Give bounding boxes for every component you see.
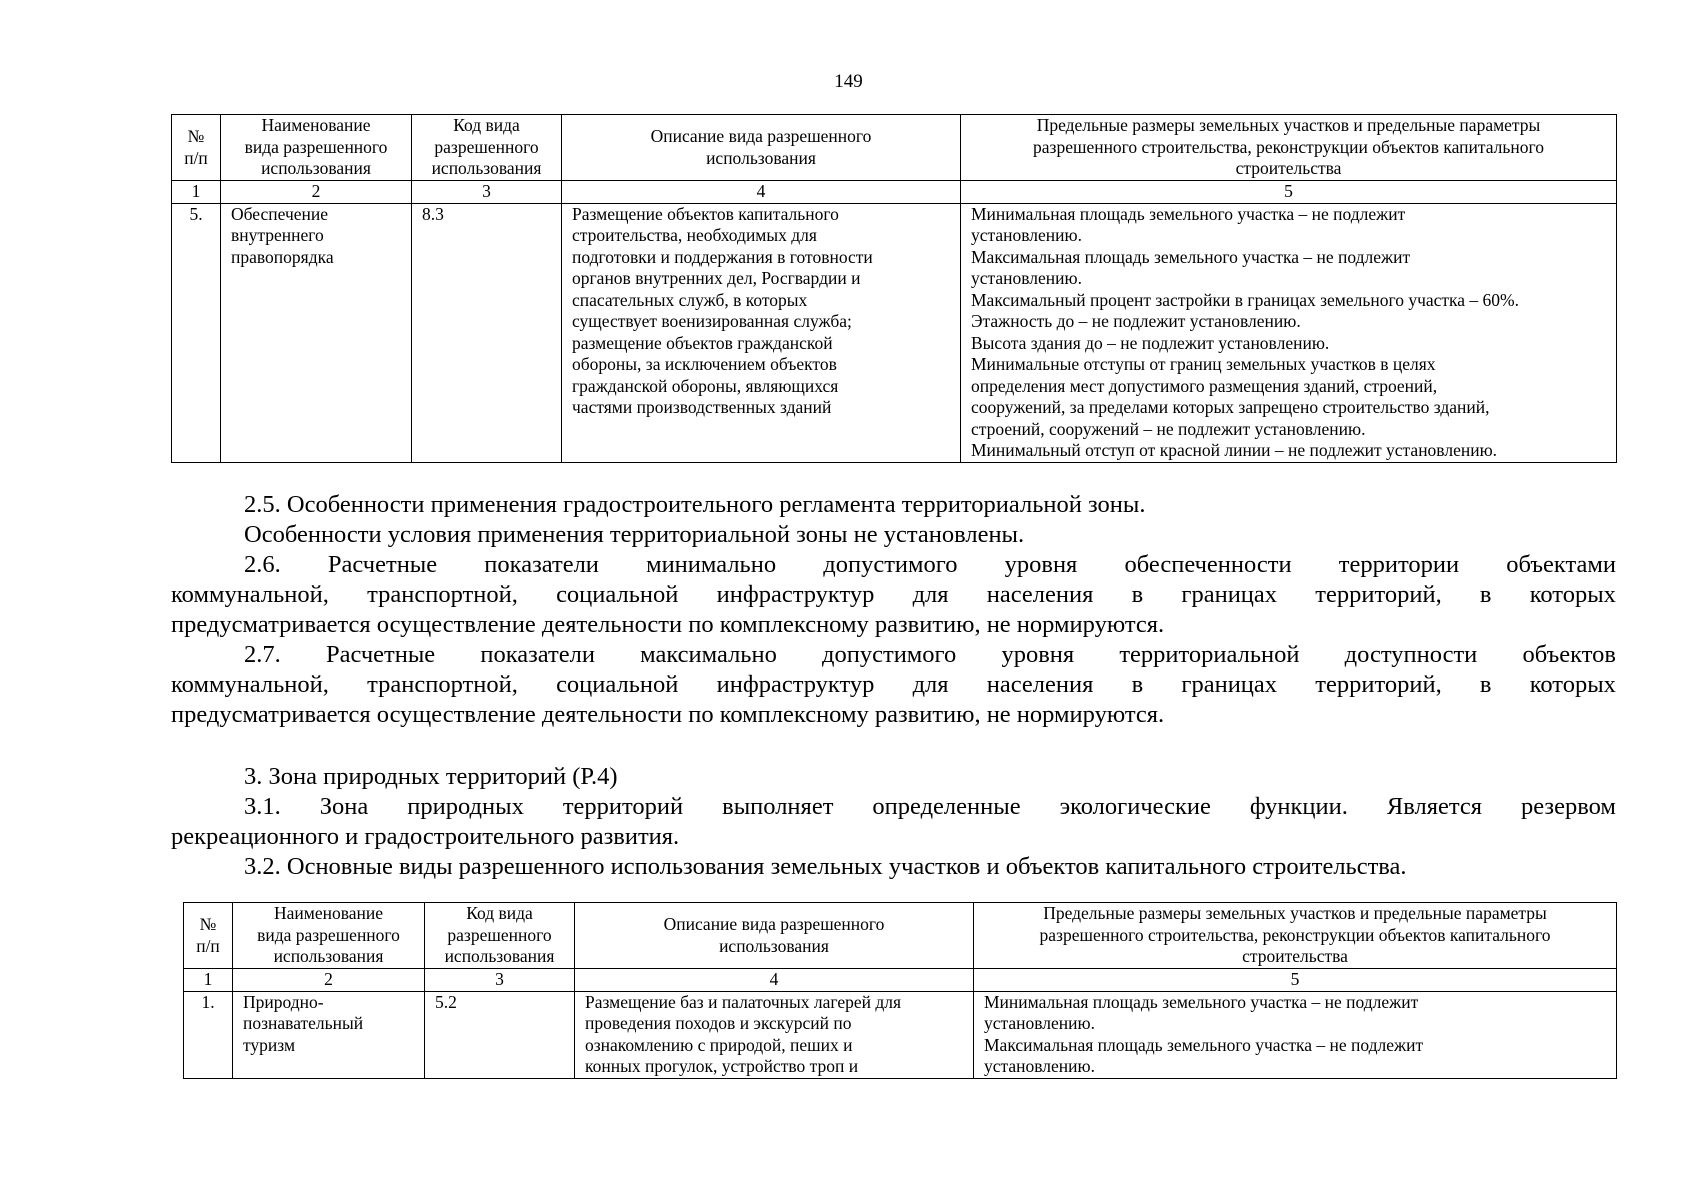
word: территориальной [1119, 641, 1300, 668]
column-number-row [172, 181, 1617, 204]
word: допустимого [822, 641, 957, 668]
word: резервом [1521, 793, 1616, 820]
text-line: конных прогулок, устройство троп и [585, 1056, 859, 1076]
text-line: строительства [1235, 158, 1342, 179]
word: 2.7. [244, 641, 281, 668]
word: для [912, 581, 949, 608]
word: Расчетные [327, 551, 438, 578]
header-code [412, 115, 562, 181]
header-description [562, 115, 961, 181]
paragraph-line: предусматривается осуществление деятельности по комплексному развитию, не нормируются. [171, 701, 1165, 728]
text-line: спасательных служб, в которых [572, 289, 808, 310]
text-line: Минимальная площадь земельного участка – не подлежит [984, 991, 1419, 1012]
word: обеспеченности [1124, 551, 1292, 578]
word: которых [1529, 581, 1616, 608]
row-name [233, 991, 425, 1078]
page-number: 149 [834, 71, 863, 92]
text-line: п/п [184, 147, 208, 168]
text-line: разрешенного [447, 924, 552, 945]
text-line: установлению. [971, 225, 1082, 245]
row-limits [961, 203, 1617, 462]
text-line: Код вида [453, 115, 520, 136]
text-line: вида разрешенного [244, 136, 388, 157]
column-number: 4 [562, 181, 961, 204]
word: в [1479, 581, 1492, 608]
word: Зона [319, 793, 369, 820]
text-line: сооружений, за пределами которых запрещено строительство зданий, [971, 397, 1490, 417]
header-description [575, 903, 974, 969]
word: коммунальной, [171, 671, 329, 698]
column-number: 1 [184, 969, 233, 992]
word: транспортной, [367, 671, 518, 698]
table-header-row [184, 903, 1617, 969]
row-limits [974, 991, 1617, 1078]
word: территории [1338, 551, 1460, 578]
justified-line [171, 670, 1616, 700]
text-line: ознакомлению с природой, пеших и [585, 1034, 853, 1055]
text-line: подготовки и поддержания в готовности [572, 246, 873, 267]
column-number: 5 [961, 181, 1617, 204]
text-line: использования [719, 935, 829, 956]
paragraph-2-5-note: Особенности условия применения территориальной зоны не установлены. [244, 521, 1025, 548]
text-line: определения мест допустимого размещения зданий, строений, [971, 375, 1438, 396]
table-row [172, 203, 1617, 462]
row-description [562, 203, 961, 462]
text-line: установлению. [984, 1056, 1095, 1076]
paragraph-2-6 [171, 550, 1616, 640]
header-code [425, 903, 575, 969]
word: экологические [1059, 793, 1211, 820]
word: минимально [646, 551, 777, 578]
word: Расчетные [325, 641, 436, 668]
text-line: Максимальный процент застройки в границах земельного участка – 60%. [971, 289, 1520, 310]
text-line: Минимальные отступы от границ земельных участков в целях [971, 354, 1436, 374]
text-line: разрешенного строительства, реконструкции объектов капитального [1033, 136, 1544, 157]
column-number: 1 [172, 181, 221, 204]
column-number: 4 [575, 969, 974, 992]
row-name [221, 203, 412, 462]
text-line: Наименование [273, 903, 384, 924]
word: определенные [872, 793, 1021, 820]
section-3-text [171, 762, 1616, 882]
word: территорий, [1315, 671, 1442, 698]
text-line: № [199, 914, 217, 934]
paragraph-3-1 [171, 792, 1616, 852]
text-line: Этажность до – не подлежит установлению. [971, 311, 1301, 331]
word: доступности [1344, 641, 1478, 668]
word: транспортной, [367, 581, 518, 608]
word: населения [986, 671, 1094, 698]
text-line: Предельные размеры земельных участков и предельные параметры [1036, 115, 1541, 136]
text-line: Природно- [243, 991, 324, 1012]
text-line: использования [706, 147, 816, 168]
text-line: существует военизированная служба; [572, 311, 852, 331]
column-number-row [184, 969, 1617, 992]
header-limits [974, 903, 1617, 969]
regulations-table-2 [183, 902, 1617, 1079]
word: выполняет [722, 793, 834, 820]
paragraph-line: предусматривается осуществление деятельности по комплексному развитию, не нормируются. [171, 611, 1165, 638]
text-line: установлению. [984, 1013, 1095, 1033]
text-line: внутреннего [231, 225, 324, 245]
word: в [1131, 671, 1144, 698]
header-name [233, 903, 425, 969]
word: показатели [480, 641, 595, 668]
text-line: правопорядка [231, 246, 334, 267]
table-row [184, 991, 1617, 1078]
word: коммунальной, [171, 581, 329, 608]
paragraph-2-5: 2.5. Особенности применения градостроительного регламента территориальной зоны. [244, 491, 1146, 518]
text-line: Максимальная площадь земельного участка – не подлежит [984, 1034, 1424, 1055]
header-limits [961, 115, 1617, 181]
word: максимально [640, 641, 777, 668]
word: границах [1181, 581, 1278, 608]
word: социальной [556, 671, 679, 698]
text-line: установлению. [971, 268, 1082, 288]
row-num: 5. [172, 203, 221, 462]
text-line: познавательный [243, 1013, 364, 1033]
word: объектами [1506, 551, 1616, 578]
header-num [172, 115, 221, 181]
text-line: Высота здания до – не подлежит установлению. [971, 332, 1330, 353]
word: 2.6. [244, 551, 281, 578]
word: территорий, [1315, 581, 1442, 608]
word: для [912, 671, 949, 698]
section-3-heading: 3. Зона природных территорий (Р.4) [244, 763, 618, 790]
table-header-row [172, 115, 1617, 181]
regulations-table-1 [171, 114, 1617, 463]
word: показатели [484, 551, 599, 578]
text-line: размещение объектов гражданской [572, 332, 833, 353]
word: социальной [556, 581, 679, 608]
word: территорий [562, 793, 684, 820]
column-number: 2 [233, 969, 425, 992]
text-line: использования [431, 158, 542, 179]
text-line: строительства, необходимых для [572, 225, 817, 245]
word: функции. [1249, 793, 1348, 820]
justified-line [171, 640, 1616, 670]
text-line: использования [261, 158, 371, 179]
word: инфраструктур [716, 671, 875, 698]
word: Является [1386, 793, 1482, 820]
text-line: проведения походов и экскурсий по [585, 1013, 852, 1033]
text-line: вида разрешенного [257, 924, 400, 945]
text-line: Описание вида разрешенного [650, 126, 872, 146]
justified-line [171, 580, 1616, 610]
text-line: разрешенного строительства, реконструкции объектов капитального [1039, 924, 1551, 945]
word: населения [986, 581, 1094, 608]
text-line: строительства [1242, 946, 1348, 967]
word: в [1479, 671, 1492, 698]
row-num: 1. [184, 991, 233, 1078]
text-line: Обеспечение [231, 203, 329, 224]
row-code: 5.2 [425, 991, 575, 1078]
word: уровня [1004, 551, 1078, 578]
word: 3.1. [244, 793, 281, 820]
text-line: Наименование [261, 115, 371, 136]
word: инфраструктур [716, 581, 875, 608]
text-line: гражданской обороны, являющихся [572, 375, 839, 396]
text-line: Размещение объектов капитального [572, 203, 839, 224]
text-line: Описание вида разрешенного [663, 914, 885, 934]
column-number: 3 [425, 969, 575, 992]
text-line: органов внутренних дел, Росгвардии и [572, 268, 861, 288]
word: уровня [1001, 641, 1075, 668]
section-2-text [171, 490, 1616, 730]
row-description [575, 991, 974, 1078]
row-code: 8.3 [412, 203, 562, 462]
word: в [1131, 581, 1144, 608]
text-line: Предельные размеры земельных участков и предельные параметры [1043, 903, 1547, 924]
text-line: Минимальный отступ от красной линии – не подлежит установлению. [971, 440, 1498, 460]
text-line: Код вида [466, 903, 533, 924]
paragraph-line: рекреационного и градостроительного развития. [171, 823, 680, 850]
text-line: обороны, за исключением объектов [572, 354, 837, 374]
justified-line [171, 550, 1616, 580]
text-line: использования [444, 946, 555, 967]
text-line: строений, сооружений – не подлежит установлению. [971, 418, 1366, 439]
text-line: № [187, 126, 205, 146]
text-line: п/п [196, 935, 220, 956]
header-num [184, 903, 233, 969]
text-line: Максимальная площадь земельного участка – не подлежит [971, 246, 1411, 267]
text-line: частями производственных зданий [572, 397, 832, 417]
text-line: использования [273, 946, 384, 967]
header-name [221, 115, 412, 181]
justified-line [171, 792, 1616, 822]
text-line: туризм [243, 1034, 296, 1055]
text-line: Минимальная площадь земельного участка – не подлежит [971, 203, 1406, 224]
column-number: 2 [221, 181, 412, 204]
paragraph-2-7 [171, 640, 1616, 730]
word: границах [1181, 671, 1278, 698]
word: которых [1529, 671, 1616, 698]
text-line: Размещение баз и палаточных лагерей для [585, 991, 902, 1012]
word: природных [407, 793, 524, 820]
paragraph-3-2: 3.2. Основные виды разрешенного использования земельных участков и объектов капитального строительства. [244, 853, 1407, 880]
column-number: 5 [974, 969, 1617, 992]
word: допустимого [823, 551, 958, 578]
text-line: разрешенного [434, 136, 539, 157]
column-number: 3 [412, 181, 562, 204]
word: объектов [1522, 641, 1616, 668]
